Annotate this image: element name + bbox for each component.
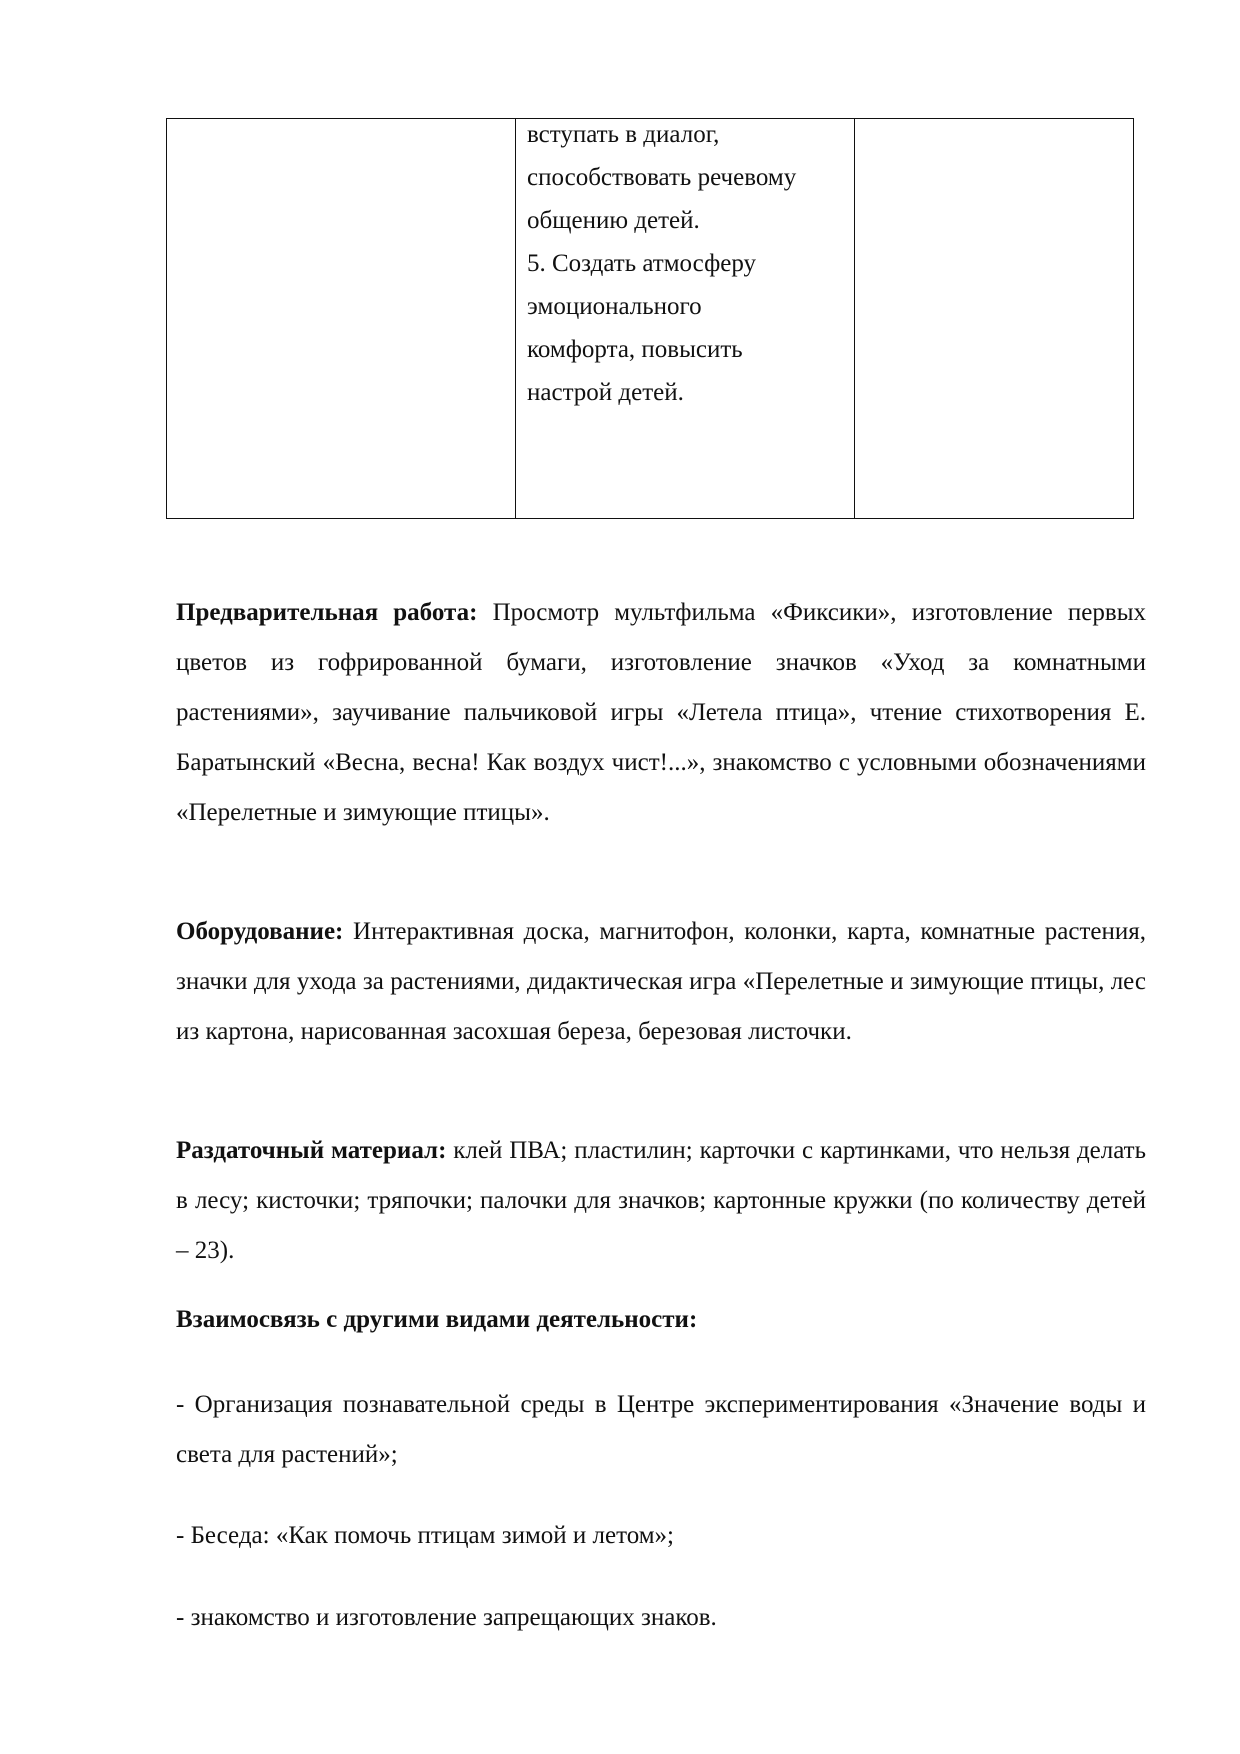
table-cell-empty-left — [167, 119, 516, 519]
handout-text: клей ПВА; пластилин; карточки с картинками, что нельзя делать в лесу; кисточки; тряпочки; палочки для значков; картонные кружки (по количеству детей – 23). — [176, 1137, 1147, 1264]
handout-label: Раздаточный материал: — [176, 1137, 447, 1164]
table-row — [167, 119, 1134, 519]
equipment-text: Интерактивная доска, магнитофон, колонки, карта, комнатные растения, значки для ухода за растениями, дидактическая игра «Перелетные и зимующие птицы, лес из картона, нарисованная засохшая береза, березовая листочки. — [176, 918, 1146, 1045]
list-item: - Организация познавательной среды в Центре экспериментирования «Значение воды и света для растений»; — [176, 1391, 1146, 1468]
preliminary-work-text: Просмотр мультфильма «Фиксики», изготовление первых цветов из гофрированной бумаги, изготовление значков «Уход за комнатными растениями», заучивание пальчиковой игры «Летела птица», чтение стихотворения Е. Баратынский «Весна, весна! Как воздух чист!...», знакомство с условными обозначениями «Перелетные и зимующие птицы». — [176, 599, 1146, 826]
table-cell-line: общению детей. — [527, 207, 700, 234]
list-item: - Беседа: «Как помочь птицам зимой и летом»; — [176, 1522, 674, 1549]
table-cell-tasks — [516, 119, 855, 519]
table-cell-line: настрой детей. — [527, 379, 684, 406]
table-cell-empty-right — [855, 119, 1134, 519]
table-cell-line: 5. Создать атмосферу — [527, 250, 757, 277]
list-item: - знакомство и изготовление запрещающих знаков. — [176, 1604, 717, 1631]
table-cell-line: способствовать речевому — [527, 164, 797, 191]
preliminary-work-label: Предварительная работа: — [176, 599, 478, 626]
handout-paragraph — [176, 1126, 1146, 1276]
table-cell-line: комфорта, повысить — [527, 336, 743, 363]
table-cell-line: эмоционального — [527, 293, 702, 320]
table-cell-line: вступать в диалог, — [527, 121, 720, 148]
equipment-label: Оборудование: — [176, 918, 344, 945]
equipment-paragraph — [176, 907, 1146, 1057]
preliminary-work-paragraph — [176, 588, 1146, 838]
relations-heading: Взаимосвязь с другими видами деятельности: — [176, 1306, 698, 1333]
objectives-table — [166, 118, 1134, 519]
